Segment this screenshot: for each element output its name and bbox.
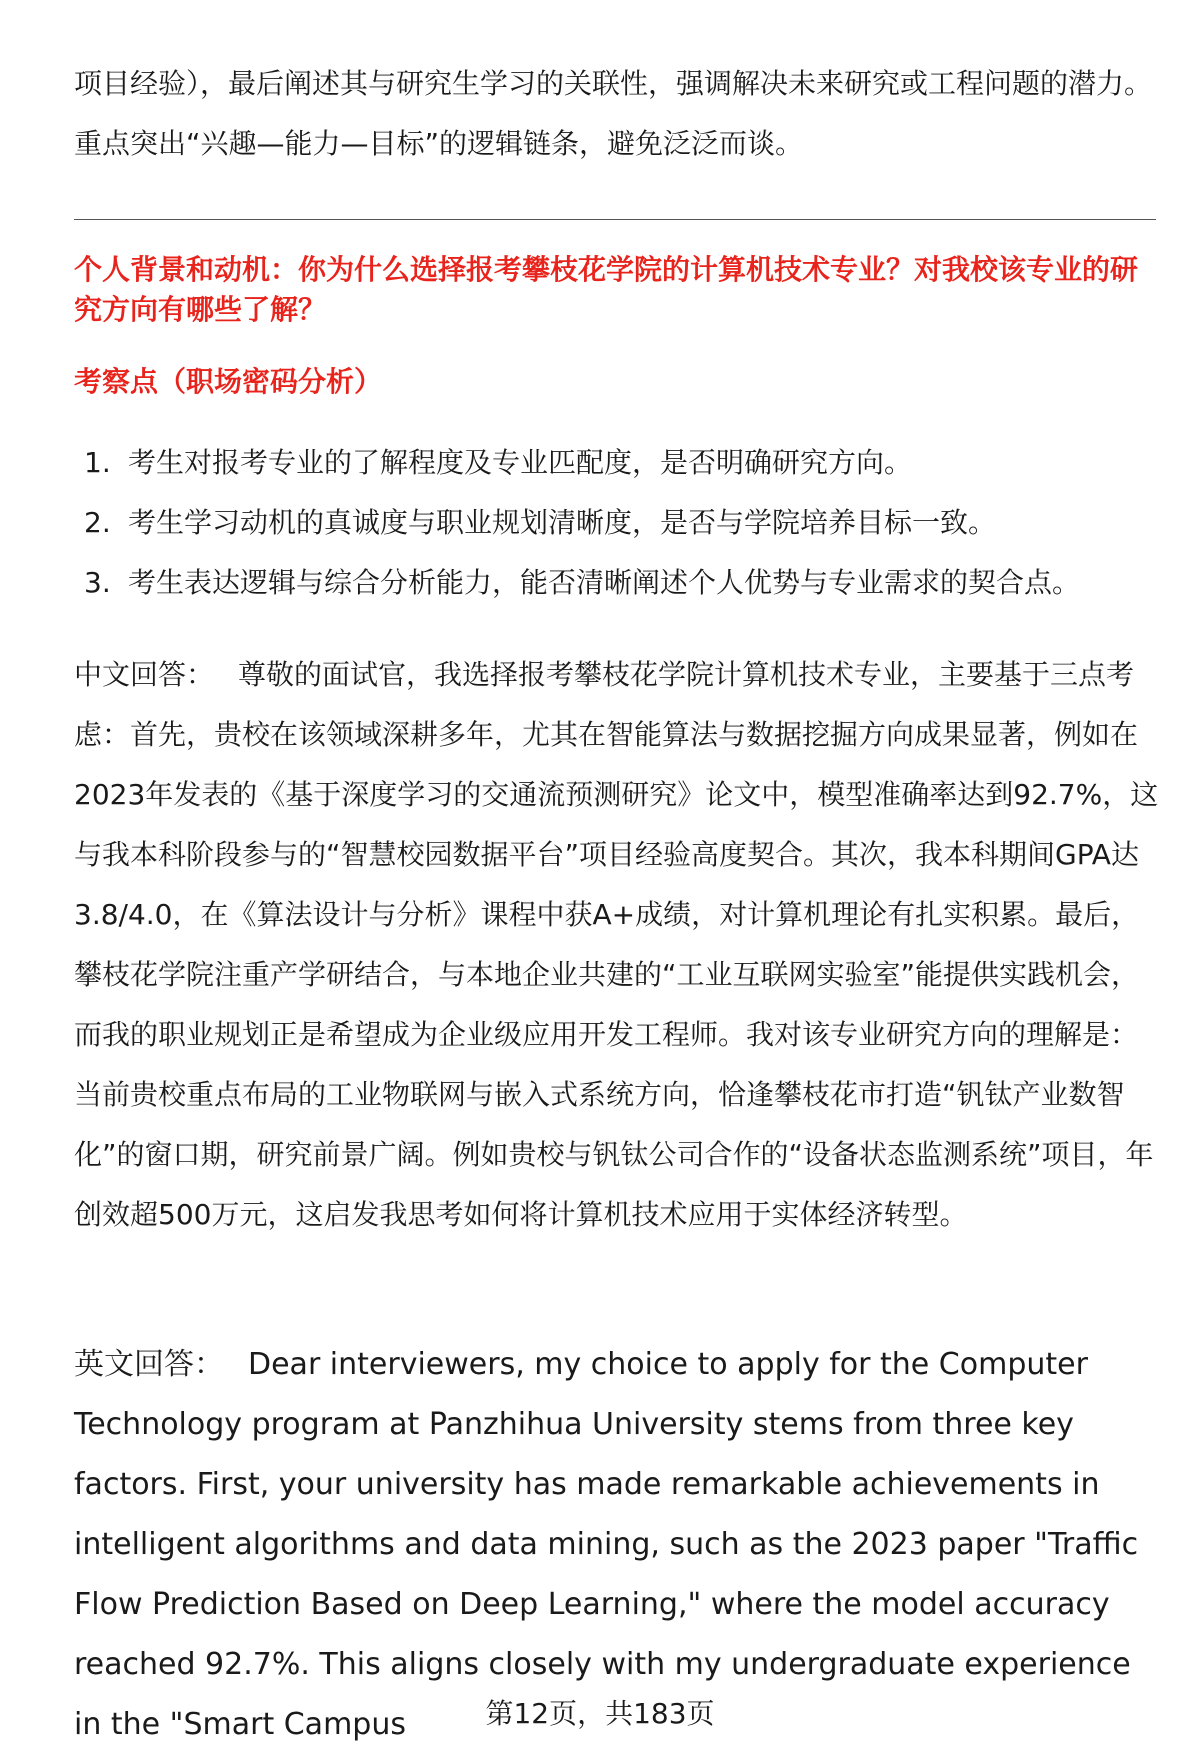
list-item xyxy=(84,493,1162,553)
english-answer xyxy=(74,1335,1162,1755)
focus-list xyxy=(84,433,1162,613)
list-item xyxy=(84,433,1162,493)
english-answer-label: 英文回答： xyxy=(74,1347,224,1382)
focus-title: 考察点（职场密码分析） xyxy=(74,365,383,398)
list-text: 考生学习动机的真诚度与职业规划清晰度，是否与学院培养目标一致。 xyxy=(128,506,997,539)
chinese-answer-label: 中文回答： xyxy=(74,658,215,691)
list-number: 2. xyxy=(84,506,111,539)
page-footer: 第12页，共183页 xyxy=(485,1697,715,1730)
list-text: 考生表达逻辑与综合分析能力，能否清晰阐述个人优势与专业需求的契合点。 xyxy=(128,566,1081,599)
list-number: 3. xyxy=(84,566,111,599)
section-divider xyxy=(74,219,1156,220)
question-heading: 个人背景和动机：你为什么选择报考攀枝花学院的计算机技术专业？对我校该专业的研究方向有哪些了解？ xyxy=(74,253,1139,326)
list-number: 1. xyxy=(84,446,111,479)
list-item xyxy=(84,553,1162,613)
english-answer-text: Dear interviewers, my choice to apply for the Computer Technology program at Panzhihua University stems from three key factors. First, your university has made remarkable achievements in intelligent algorithms and data mining, such as the 2023 paper "Traffic Flow Prediction Based on Deep Learning," where the model accuracy reached 92.7%. This aligns closely with my undergraduate experience in the "Smart Campus xyxy=(74,1347,1139,1742)
chinese-answer xyxy=(74,645,1162,1245)
intro-paragraph: 项目经验），最后阐述其与研究生学习的关联性，强调解决未来研究或工程问题的潜力。重点突出“兴趣—能力—目标”的逻辑链条，避免泛泛而谈。 xyxy=(74,67,1153,160)
chinese-answer-text: 尊敬的面试官，我选择报考攀枝花学院计算机技术专业，主要基于三点考虑：首先，贵校在该领域深耕多年，尤其在智能算法与数据挖掘方向成果显著，例如在2023年发表的《基于深度学习的交通流预测研究》论文中，模型准确率达到92.7%，这与我本科阶段参与的“智慧校园数据平台”项目经验高度契合。其次，我本科期间GPA达3.8/4.0，在《算法设计与分析》课程中获A+成绩，对计算机理论有扎实积累。最后，攀枝花学院注重产学研结合，与本地企业共建的“工业互联网实验室”能提供实践机会，而我的职业规划正是希望成为企业级应用开发工程师。我对该专业研究方向的理解是：当前贵校重点布局的工业物联网与嵌入式系统方向，恰逢攀枝花市打造“钒钛产业数智化”的窗口期，研究前景广阔。例如贵校与钒钛公司合作的“设备状态监测系统”项目，年创效超500万元，这启发我思考如何将计算机技术应用于实体经济转型。 xyxy=(74,658,1159,1231)
list-text: 考生对报考专业的了解程度及专业匹配度，是否明确研究方向。 xyxy=(128,446,913,479)
